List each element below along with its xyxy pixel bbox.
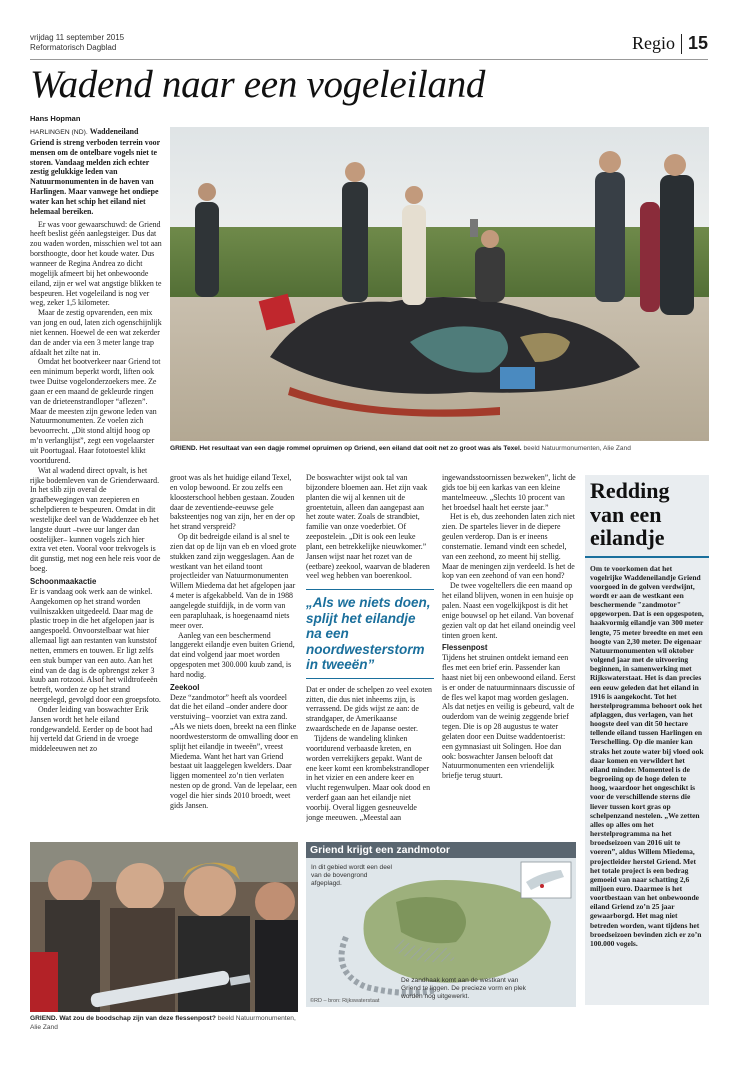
masthead-meta: [30, 33, 124, 53]
paragraph: Tijdens het struinen ontdekt iemand een fles met een brief erin. Passender kan haast niet bij een onbewoond eiland. Eerst is er onder de natuurminnaars discussie of de fles wel kapot mag worden geslagen. Als dat netjes en veilig is gebeurd, valt de ouderdom van de weinig zeggende brief tegen. Die is op 28 augustus te water gelaten door een Duitse waddentoerist: een gymnasiast uit Solingen. Hoe dan ook: boswachter Jansen belooft dat Natuurmonumenten een vriendelijk briefje terug stuurt.: [442, 653, 576, 781]
paragraph: Er was voor gewaarschuwd: de Griend heeft beslist géén aanlegsteiger. Dus dat zou waden worden, misschien wel tot aan borsthoogte, door het koude water. Dus wanneer de Regina Andrea zo dicht mogelijk afmeert bij het onbewoonde eiland, zijn er wel wat angstige blikken te bespeuren. Het vogeleiland is nog ver weg, zeker 1,5 kilometer.: [30, 219, 162, 308]
paragraph: Omdat het bootverkeer naar Griend tot een minimum beperkt wordt, liften ook twee Duitse vogelonderzoekers mee. Ze gaan er een maand de gekleurde ringen van de drieteenstrandloper “aflezen”. Maar de meesten zijn gewone leden van Natuurmonumenten. Ze voelen zich bevoorrecht. „Dit stond altijd hoog op m’n verlanglijst”, zegt een vogelaarster uit Poortugaal. Haar fototoestel klikt voortdurend.: [30, 357, 161, 465]
paragraph: De twee vogeltellers die een maand op het eiland blijven, wonen in een huisje op palen. Naast een vogelkijkpost is dit het enige bouwsel op het eiland. Van bovenaf gezien valt op dat het eiland oneindig veel tinten groen kent.: [442, 581, 576, 640]
bottom-photo-caption: [30, 1015, 300, 1032]
paragraph: Tijdens de wandeling klinken voortdurend verbaasde kreten, en worden verrekijkers gepakt. Want de ene keer komt een krombekstrandloper in het vizier en een andere keer en vlucht regenwulpen. Maar ook dood en verderf gaan aan het eilandje niet voorbij. Overal liggen gesneuvelde jonge meeuwen. „Meestal aan: [306, 734, 431, 822]
sidebar-title: Redding van een eilandje: [590, 478, 670, 550]
caption-tag: GRIEND.: [30, 1015, 58, 1022]
paragraph: Wat al wadend direct opvalt, is het rijke bodemleven van de Grienderwaard. In het slib zijn overal de graafbewegingen van zeepieren en schelpdieren te bespeuren. Omdat in dit westelijke deel van de Waddenzee eb het langste duurt –twee uur langer dan oostelijker– kunnen vogels zich hier extra vet eten. Vooral voor trekvogels is dit gunstig, met nog een hele reis voor de boeg.: [30, 465, 161, 574]
paragraph: Op dit bedreigde eiland is al snel te zien dat op de lijn van eb en vloed grote stukken zand zijn weggeslagen. Aan de westkant van het eiland toont projectleider van Natuurmonumenten Willem Miedema dat het afgelopen jaar 4 meter is afgekabbeld. Van de in 1988 aangelegde stuifdijk, in de vorm van een parapluhaak, is hoegenaamd niets meer over.: [170, 532, 297, 630]
paragraph: ingewandsstoornissen bezweken”, licht de gids toe bij een karkas van een kleine mantelmeeuw. „Slechts 10 procent van het broedsel haalt het eerste jaar.”: [442, 473, 576, 512]
map-graphic: [306, 842, 576, 1007]
paragraph: Er is vandaag ook werk aan de winkel. Aangekomen op het strand worden vuilniszakken uitgedeeld. Daar mag de plastic troep in die het afgelopen jaar is aangespoeld. Onvoorstelbaar wat hier allemaal ligt aan restanten van kunststof netten, emmers en touwen. Er ligt zelfs een stuk bumper van een auto. Aan het eind van de dag is de opbrengst zeker 3 kuub aan rotzooi. Alsof het wildtrofeeën betreft, worden ze op het strand neergelegd, gevolgd door een groepsfoto.: [30, 586, 161, 705]
paragraph: Onder leiding van boswachter Erik Jansen wordt het hele eiland rondgewandeld. Eerder op de boot had hij verteld dat Griend in de vroege middeleeuwen net zo: [30, 704, 153, 754]
subheading-flessenpost: Flessenpost: [442, 643, 488, 653]
paragraph: Deze “zandmotor” heeft als voordeel dat die het eiland –onder andere door verstuiving– voorziet van extra zand. „Als we niets doen, breekt na een flinke noordwesterstorm de omwalling door en splijt het eilandje in tweeën”, vreest Miedema. Want het hart van Griend bestaat uit laaggelegen kwelders. Daar liggen momenteel zo’n tien verlaten nesten op de grond. Van de lepelaar, een vogel die hier sinds 2010 broedt, weet gids Jansen.: [170, 692, 298, 810]
article-column-2: [170, 473, 298, 833]
beach-cleanup-photo: [170, 127, 709, 441]
pullquote-rule-top: [306, 589, 434, 590]
issue-date: vrijdag 11 september 2015: [30, 33, 125, 42]
sidebar-body: Om te voorkomen dat het vogelrijke Waddeneilandje Griend voorgoed in de golven verdwijnt, wordt er aan de westkant een beschermende "zandmotor" opgeworpen. Dat is een opgespoten, haakvormig eilandje van 300 meter lengte, 75 meter breedte en met een hoogte van 2,30 meter. De eigenaar Natuurmonumenten wil oktober volgend jaar met de uitvoering beginnen, in samenwerking met Rijkswaterstaat. Het is dan precies een eeuw geleden dat het eiland in 1916 is aangekocht. Tot het herstelprogramma behoort ook het afplaggen, dus verlagen, van het hoogste deel van dit 50 hectare tellende eiland tussen Harlingen en Terschelling. Op die manier kan straks het zoute water bij vloed ook daar komen en verwildert het eiland minder. Momenteel is de begroeiing op de hoge delen te hoog, waardoor het ongeschikt is voor de verschillende sterns die liever tussen kort gras op schelpenzand nestelen. „We zetten alles op alles om het herstelprogramma na het broedseizoen van 2016 uit te voeren”, aldus Willem Miedema, projectleider herstel Griend. Met het totale project is een bedrag gemoeid van naar schatting 2,6 miljoen euro. Daarmee is het voortbestaan van het onbewoonde eiland Griend zo’n 25 jaar gewaarborgd. Het mag niet betreden worden, want tijdens het broedseizoen bevinden zich er zo’n 100.000 vogels.: [590, 563, 704, 948]
pullquote: „Als we niets doen, splijt het eilandje na een noordwesterstorm in tweeën”: [306, 595, 431, 673]
paragraph: Dat er onder de schelpen zo veel exoten zitten, die dus niet inheems zijn, is verrassend. De gids wijst ze aan: de strandgaper, de Amerikaanse zwaardschede en de Japanse oester.: [306, 684, 432, 734]
section-label: [632, 33, 708, 54]
paragraph: groot was als het huidige eiland Texel, en volop bewoond. Er zou zelfs een kloosterschool hebben gestaan. Zouden daar de zeventiende-eeuwse gele baksteentjes nog van zijn, her en der op het strand verspreid?: [170, 473, 295, 532]
caption-text: Wat zou de boodschap zijn van deze flessenpost?: [59, 1015, 216, 1022]
caption-tag: GRIEND.: [170, 445, 198, 452]
section-divider: [681, 34, 682, 54]
paragraph: De boswachter wijst ook tal van bijzondere bloemen aan. Het zijn vaak planten die wij al kennen uit de groentetuin, alleen dan aangepast aan het zoute water. Zoals de strandbiet, familie van onze voederbiet. Of zeepostelein. „Dit is ook een leuke plant, een betrekkelijke nieuwkomer.” Jansen wijst naar het rozet van de (eetbare) zeekool, waarvan de bladeren veel weg hebben van boerenkool.: [306, 473, 430, 581]
article-column-4: [442, 473, 576, 833]
article-lead: Waddeneiland Griend is streng verboden terrein voor mensen om de ontelbare vogels niet te storen. Vandaag melden zich echter zestig gelukkige leden van Natuurmonumenten in de haven van Harlingen. Maar vanwege het ondiepe water kan het schip het eiland niet helemaal bereiken.: [30, 127, 160, 216]
caption-text: Het resultaat van een dagje rommel opruimen op Griend, een eiland dat ooit net zo groot was als Texel.: [199, 445, 522, 452]
sidebar-box: [585, 475, 709, 1005]
article-headline: Wadend naar een vogeleiland: [30, 63, 486, 106]
map-note-zandhaak: De zandhaak komt aan de westkant van Griend te liggen. De precieze vorm en plek worden nog uitgewerkt.: [401, 977, 526, 1000]
photo-credit: beeld Natuurmonumenten, Alie Zand: [523, 445, 631, 452]
page-number: 15: [687, 33, 708, 53]
article-column-1: [30, 127, 162, 832]
dateline: HARLINGEN (ND).: [30, 129, 88, 136]
paragraph: Het is eb, dus zeehonden laten zich niet zien. De sparteles liever in de diepere geulen verderop. Dan is er ineens consternatie. Iemand vindt een schedel, van een zeehond, zo meent hij stellig. Maar de meningen zijn verdeeld. Is het de kop van een zeehond of van een hond?: [442, 512, 575, 581]
header-rule: [30, 59, 708, 60]
message-in-bottle-photo: [30, 842, 298, 1012]
paper-name: Reformatorisch Dagblad: [30, 43, 117, 52]
bottom-photo: [30, 842, 298, 1012]
subheading-schoonmaakactie: Schoonmaakactie: [30, 576, 97, 586]
main-photo-caption: [170, 445, 709, 454]
main-photo: [170, 127, 709, 441]
map-source: ©RD – bron: Rijkswaterstaat: [310, 998, 380, 1004]
map-title: Griend krijgt een zandmotor: [306, 842, 576, 858]
pullquote-rule-bottom: [306, 678, 434, 679]
paragraph: Maar de zestig opvarenden, een mix van jong en oud, laten zich ogenschijnlijk niet kennen. Hoewel de een wat zekerder dan de ander via een 3 meter lange trap afdaalt het zilte nat in.: [30, 308, 162, 357]
article-column-3: [306, 473, 434, 833]
byline: Hans Hopman: [30, 114, 81, 123]
map-note-plaggen: In dit gebied wordt een deel van de bovengrond afgeplagd.: [311, 864, 393, 887]
paragraph: Aanleg van een beschermend langgerekt eilandje even buiten Griend, dat eind volgend jaar moet worden opgespoten met 300.000 kuub zand, is hard nodig.: [170, 630, 295, 679]
photo-credit: beeld Natuurmonumenten, Alie Zand: [30, 1015, 296, 1031]
subheading-zeekool: Zeekool: [170, 682, 200, 692]
section-name: Regio: [631, 33, 675, 53]
